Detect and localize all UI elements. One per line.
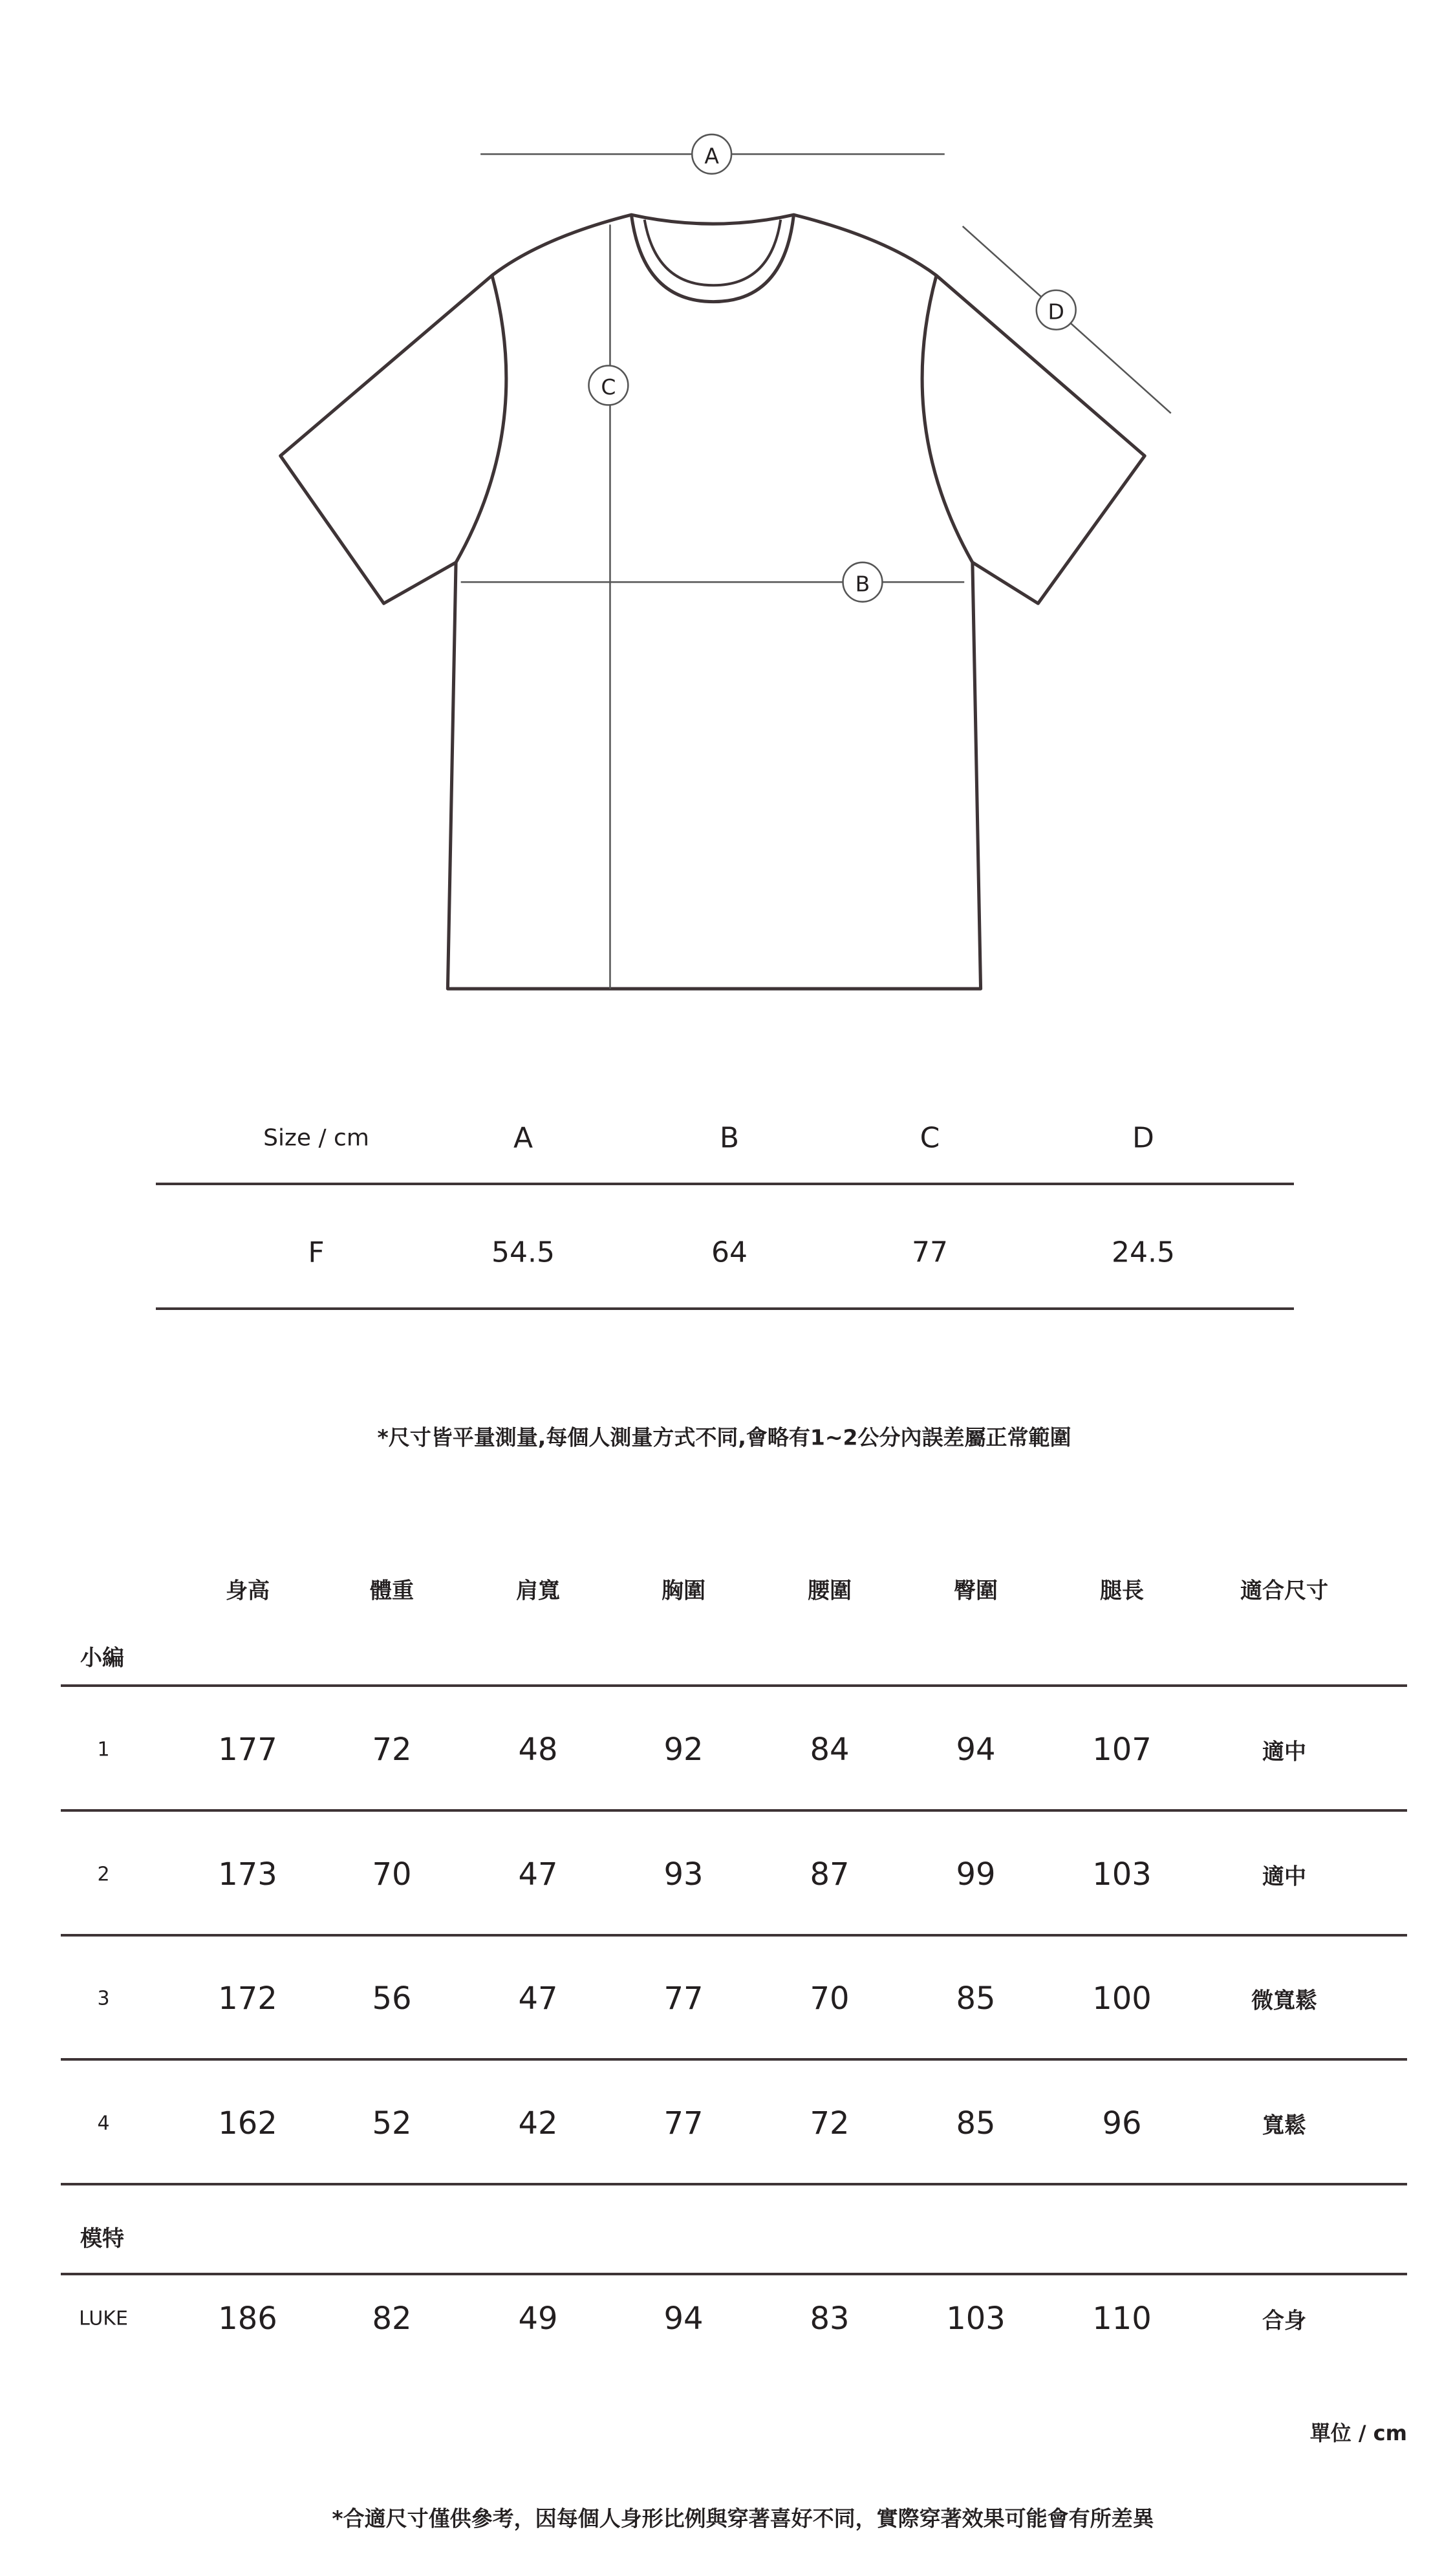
- fit-header-cell: 身高: [226, 1578, 270, 1604]
- left-armhole-seam: [456, 275, 506, 563]
- marker-label-b: B: [855, 571, 870, 597]
- size-table-divider: [156, 1183, 1294, 1185]
- collar-outer: [631, 215, 793, 301]
- fit-cell: 82: [372, 2301, 412, 2337]
- collar-inner: [645, 220, 780, 285]
- shirt-outline: [281, 215, 1145, 989]
- fit-cell: 70: [810, 1980, 850, 2017]
- fit-cell: 96: [1102, 2105, 1142, 2141]
- row-label: 2: [97, 1863, 110, 1886]
- right-armhole-seam: [922, 275, 973, 563]
- fit-cell: 93: [663, 1856, 704, 1893]
- row-label: LUKE: [79, 2307, 128, 2330]
- size-cell: 77: [912, 1236, 948, 1269]
- size-cell: F: [308, 1236, 325, 1269]
- fit-cell: 103: [946, 2301, 1006, 2337]
- row-label: 1: [97, 1738, 110, 1761]
- group-label-staff: 小編: [80, 1645, 124, 1671]
- fit-header-cell: 胸圍: [662, 1578, 705, 1604]
- fit-cell: 49: [518, 2301, 558, 2337]
- fit-cell: 94: [956, 1732, 996, 1768]
- size-cell: 64: [711, 1236, 748, 1269]
- fit-cell: 適中: [1262, 1739, 1306, 1765]
- size-table-divider: [156, 1307, 1294, 1310]
- fit-header-cell: 腿長: [1100, 1578, 1144, 1604]
- size-header-cell: C: [920, 1121, 940, 1155]
- row-label: 4: [97, 2112, 110, 2135]
- fit-cell: 177: [218, 1732, 277, 1768]
- size-cell: 24.5: [1112, 1236, 1175, 1269]
- fit-cell: 99: [956, 1856, 996, 1893]
- fit-table-divider: [61, 2273, 1407, 2275]
- marker-label-a: A: [704, 143, 719, 169]
- fit-cell: 110: [1092, 2301, 1152, 2337]
- size-header-cell: B: [719, 1121, 740, 1155]
- fit-header-cell: 肩寬: [516, 1578, 560, 1604]
- fit-cell: 186: [218, 2301, 277, 2337]
- fit-cell: 47: [518, 1980, 558, 2017]
- marker-label-d: D: [1048, 299, 1064, 325]
- fit-header-cell: 體重: [370, 1578, 414, 1604]
- fit-cell: 85: [956, 1980, 996, 2017]
- size-header-cell: D: [1132, 1121, 1154, 1155]
- fit-cell: 87: [810, 1856, 850, 1893]
- fit-cell: 42: [518, 2105, 558, 2141]
- fit-cell: 100: [1092, 1980, 1152, 2017]
- unit-label: 單位 / cm: [1309, 2421, 1407, 2445]
- fit-table-divider: [61, 2058, 1407, 2061]
- fit-cell: 107: [1092, 1732, 1152, 1768]
- fit-header-cell: 腰圍: [808, 1578, 852, 1604]
- group-label-model: 模特: [80, 2226, 124, 2252]
- fit-cell: 70: [372, 1856, 412, 1893]
- fit-cell: 52: [372, 2105, 412, 2141]
- fit-cell: 94: [663, 2301, 704, 2337]
- fit-cell: 72: [810, 2105, 850, 2141]
- fit-table-divider: [61, 1684, 1407, 1687]
- fit-cell: 微寬鬆: [1251, 1988, 1317, 2014]
- fit-cell: 72: [372, 1732, 412, 1768]
- fit-cell: 92: [663, 1732, 704, 1768]
- fit-cell: 172: [218, 1980, 277, 2017]
- fit-cell: 173: [218, 1856, 277, 1893]
- tshirt-diagram: [0, 0, 1453, 1049]
- fit-cell: 寬鬆: [1262, 2112, 1306, 2139]
- fit-cell: 適中: [1262, 1863, 1306, 1890]
- fit-cell: 103: [1092, 1856, 1152, 1893]
- fit-cell: 合身: [1262, 2308, 1306, 2334]
- size-cell: 54.5: [491, 1236, 555, 1269]
- fit-cell: 84: [810, 1732, 850, 1768]
- fit-header-cell: 臀圍: [954, 1578, 998, 1604]
- fit-cell: 48: [518, 1732, 558, 1768]
- marker-label-c: C: [601, 374, 616, 400]
- fit-cell: 77: [663, 2105, 704, 2141]
- fit-cell: 85: [956, 2105, 996, 2141]
- size-header-cell: A: [513, 1121, 533, 1155]
- fit-table-divider: [61, 2183, 1407, 2185]
- fit-cell: 83: [810, 2301, 850, 2337]
- fit-cell: 162: [218, 2105, 277, 2141]
- fit-table-divider: [61, 1934, 1407, 1937]
- fit-cell: 77: [663, 1980, 704, 2017]
- fit-table-divider: [61, 1809, 1407, 1812]
- fit-cell: 56: [372, 1980, 412, 2017]
- fit-cell: 47: [518, 1856, 558, 1893]
- footnote: *合適尺寸僅供參考，因每個人身形比例與穿著喜好不同，實際穿著效果可能會有所差異: [332, 2506, 1154, 2531]
- size-header-cell: Size / cm: [263, 1124, 369, 1152]
- measure-note: *尺寸皆平量測量,每個人測量方式不同,會略有1~2公分內誤差屬正常範圍: [377, 1424, 1071, 1450]
- fit-header-cell: 適合尺寸: [1240, 1578, 1328, 1604]
- row-label: 3: [97, 1987, 110, 2010]
